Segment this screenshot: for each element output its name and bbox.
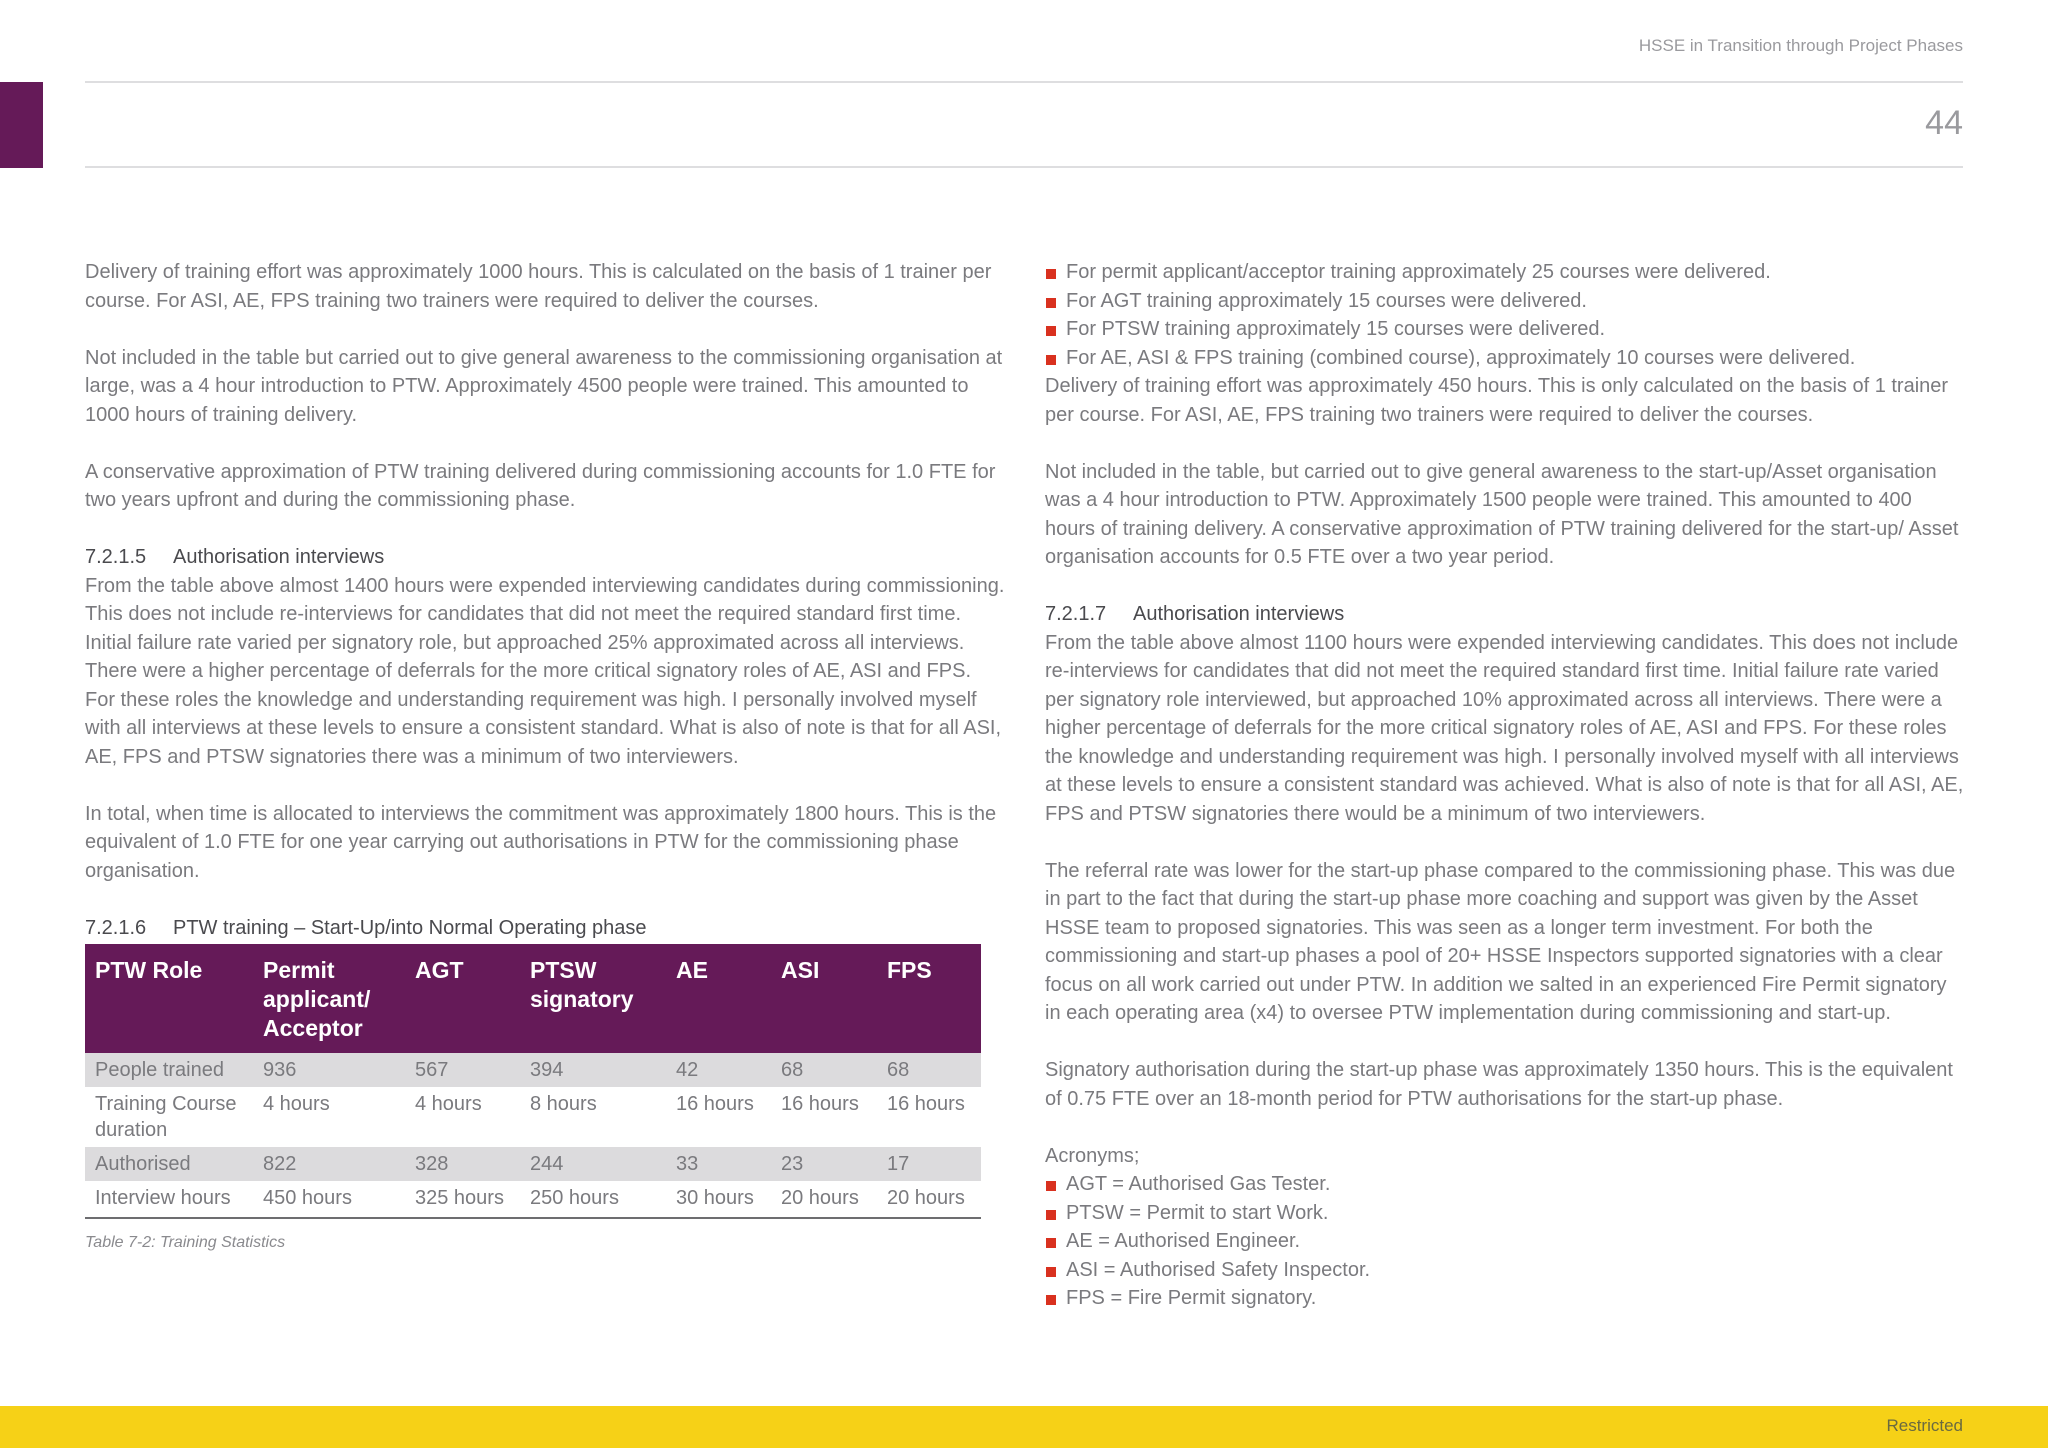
list-item-text: AGT = Authorised Gas Tester. bbox=[1066, 1173, 1331, 1195]
table-cell: People trained bbox=[85, 1053, 253, 1087]
table-cell: 33 bbox=[666, 1147, 771, 1181]
table-cell: 394 bbox=[520, 1053, 666, 1087]
list-item-text: For AGT training approximately 15 courses were delivered. bbox=[1066, 289, 1587, 312]
paragraph: Not included in the table, but carried out to give general awareness to the start-up/Asset organisation was a 4 hour introduction to PTW. Approximately 1500 people were trained. This amounted to 400 hours of training delivery. A conservative approximation of PTW training delivered for the start-up/ Asset organisation accounts for 0.5 FTE over a two year period. bbox=[1045, 460, 1959, 568]
table-cell: 16 hours bbox=[781, 1093, 859, 1115]
paragraph: Signatory authorisation during the start-up phase was approximately 1350 hours. This is the equivalent of 0.75 FTE over an 18-month period for PTW authorisations for the start-up phase. bbox=[1045, 1059, 1953, 1110]
bullet-square-icon bbox=[1046, 1238, 1056, 1248]
acronyms-title: Acronyms; bbox=[1045, 1144, 1140, 1167]
page-number: 44 bbox=[1925, 104, 1963, 142]
table-header-cell: PTW Role bbox=[85, 944, 253, 1053]
right-column bbox=[1045, 258, 1965, 1313]
bullet-square-icon bbox=[1046, 298, 1056, 308]
table-cell: 20 hours bbox=[771, 1181, 877, 1218]
paragraph: Not included in the table but carried out to give general awareness to the commissioning organisation at large, was a 4 hour introduction to PTW. Approximately 4500 people were trained. This amounted to 1000 hours of training delivery. bbox=[85, 346, 1003, 426]
header-rule-bottom bbox=[85, 166, 1963, 168]
header-rule-top bbox=[85, 81, 1963, 83]
table-header-row bbox=[85, 944, 981, 1053]
table-header-cell: AE bbox=[666, 944, 771, 1053]
list-item bbox=[1045, 344, 1965, 373]
table-caption: Table 7-2: Training Statistics bbox=[85, 1234, 286, 1251]
paragraph: From the table above almost 1100 hours were expended interviewing candidates. This does not include re-interviews for candidates that did not meet the required standard first time. Initial failure rate varied per signatory role interviewed, but approached 10% approximated across all interviews. There were a higher percentage of deferrals for the more critical signatory roles of AE, ASI and FPS. For these roles the knowledge and understanding requirement was high. I personally involved myself with all interviews at these levels to ensure a consistent standard was achieved. What is also of note is that for all ASI, AE, FPS and PTSW signatories there would be a minimum of two interviewers. bbox=[1045, 631, 1964, 825]
table-row bbox=[85, 1053, 981, 1087]
table-cell: 42 bbox=[666, 1053, 771, 1087]
table-header-cell: AGT bbox=[405, 944, 520, 1053]
accent-tab bbox=[0, 82, 43, 168]
list-item bbox=[1045, 1199, 1965, 1228]
section-number: 7.2.1.6 bbox=[85, 916, 147, 939]
acronym-list bbox=[1045, 1170, 1965, 1313]
table-cell: 244 bbox=[520, 1147, 666, 1181]
table-cell: 4 hours bbox=[263, 1093, 330, 1115]
bullet-square-icon bbox=[1046, 1295, 1056, 1305]
table-row bbox=[85, 1147, 981, 1181]
table-header-cell: PTSW signatory bbox=[520, 944, 666, 1053]
section-title: Authorisation interviews bbox=[1133, 603, 1345, 625]
course-bullet-list bbox=[1045, 258, 1965, 372]
list-item-text: For PTSW training approximately 15 courses were delivered. bbox=[1066, 318, 1606, 340]
footer-band bbox=[0, 1406, 2048, 1448]
table-cell: 30 hours bbox=[666, 1181, 771, 1218]
table-cell: 450 hours bbox=[253, 1181, 405, 1218]
table-header-cell: ASI bbox=[771, 944, 877, 1053]
table-cell: 20 hours bbox=[877, 1181, 981, 1218]
table-cell: 822 bbox=[253, 1147, 405, 1181]
table-cell: 4 hours bbox=[415, 1093, 482, 1115]
table-cell: 325 hours bbox=[405, 1181, 520, 1218]
bullet-square-icon bbox=[1046, 1210, 1056, 1220]
list-item-text: PTSW = Permit to start Work. bbox=[1066, 1201, 1329, 1224]
table-cell: 68 bbox=[877, 1053, 981, 1087]
bullet-square-icon bbox=[1046, 355, 1056, 365]
list-item-text: ASI = Authorised Safety Inspector. bbox=[1066, 1258, 1371, 1281]
section-title: Authorisation interviews bbox=[173, 546, 385, 568]
paragraph: From the table above almost 1400 hours were expended interviewing candidates during commissioning. This does not include re-interviews for candidates that did not meet the required standard first time. Initial failure rate varied per signatory role, but approached 25% approximated across all interviews. There were a higher percentage of deferrals for the more critical signatory roles of AE, ASI and FPS. For these roles the knowledge and understanding requirement was high. I personally involved myself with all interviews at these levels to ensure a consistent standard. What is also of note is that for all ASI, AE, FPS and PTSW signatories there was a minimum of two interviewers. bbox=[85, 574, 1005, 768]
paragraph: Delivery of training effort was approximately 450 hours. This is only calculated on the basis of 1 trainer per course. For ASI, AE, FPS training two trainers were required to deliver the courses. bbox=[1045, 375, 1949, 426]
table-cell: 23 bbox=[771, 1147, 877, 1181]
section-number: 7.2.1.5 bbox=[85, 546, 147, 568]
table-cell: 16 hours bbox=[676, 1093, 754, 1115]
section-number: 7.2.1.7 bbox=[1045, 603, 1107, 625]
list-item-text: FPS = Fire Permit signatory. bbox=[1066, 1287, 1317, 1309]
list-item bbox=[1045, 315, 1965, 344]
table-row bbox=[85, 1087, 981, 1147]
table-cell: Interview hours bbox=[85, 1181, 253, 1218]
training-statistics-table bbox=[85, 944, 981, 1219]
table-cell: 567 bbox=[405, 1053, 520, 1087]
paragraph: In total, when time is allocated to interviews the commitment was approximately 1800 hours. This is the equivalent of 1.0 FTE for one year carrying out authorisations in PTW for the commissioning phase organisation. bbox=[85, 802, 997, 882]
section-heading bbox=[85, 543, 1005, 572]
bullet-square-icon bbox=[1046, 269, 1056, 279]
list-item-text: AE = Authorised Engineer. bbox=[1066, 1230, 1301, 1252]
table-cell: 8 hours bbox=[530, 1093, 597, 1115]
section-heading bbox=[1045, 600, 1965, 629]
bullet-square-icon bbox=[1046, 326, 1056, 336]
list-item bbox=[1045, 1170, 1965, 1199]
table-header-cell: FPS bbox=[877, 944, 981, 1053]
table-cell: 250 hours bbox=[520, 1181, 666, 1218]
table-cell: 17 bbox=[877, 1147, 981, 1181]
table-row bbox=[85, 1181, 981, 1218]
list-item bbox=[1045, 1284, 1965, 1313]
running-header: HSSE in Transition through Project Phases bbox=[1638, 36, 1963, 55]
classification-label: Restricted bbox=[1886, 1416, 1963, 1435]
paragraph: Delivery of training effort was approximately 1000 hours. This is calculated on the basis of 1 trainer per course. For ASI, AE, FPS training two trainers were required to deliver the courses. bbox=[85, 261, 992, 312]
table-header-cell: Permit applicant/ Acceptor bbox=[253, 944, 405, 1053]
list-item-text: For permit applicant/acceptor training approximately 25 courses were delivered. bbox=[1066, 261, 1771, 283]
paragraph: The referral rate was lower for the start-up phase compared to the commissioning phase. This was due in part to the fact that during the start-up phase more coaching and support was given by the Asset HSSE team to proposed signatories. This was seen as a longer term investment. For both the commissioning and start-up phases a pool of 20+ HSSE Inspectors supported signatories with a clear focus on all work carried out under PTW. In addition we salted in an experienced Fire Permit signatory in each operating area (x4) to oversee PTW implementation during commissioning and start-up. bbox=[1045, 859, 1956, 1024]
list-item bbox=[1045, 287, 1965, 316]
section-heading bbox=[85, 914, 1005, 943]
list-item bbox=[1045, 1227, 1965, 1256]
table-cell: 328 bbox=[405, 1147, 520, 1181]
table-cell: Training Course duration bbox=[95, 1093, 237, 1141]
list-item-text: For AE, ASI & FPS training (combined course), approximately 10 courses were delivered. bbox=[1066, 346, 1856, 369]
list-item bbox=[1045, 258, 1965, 287]
table-cell: 68 bbox=[771, 1053, 877, 1087]
table-cell: 936 bbox=[253, 1053, 405, 1087]
list-item bbox=[1045, 1256, 1965, 1285]
left-column bbox=[85, 258, 1005, 1258]
bullet-square-icon bbox=[1046, 1267, 1056, 1277]
section-title: PTW training – Start-Up/into Normal Operating phase bbox=[173, 916, 647, 939]
table-cell: Authorised bbox=[85, 1147, 253, 1181]
paragraph: A conservative approximation of PTW training delivered during commissioning accounts for 1.0 FTE for two years upfront and during the commissioning phase. bbox=[85, 460, 996, 511]
bullet-square-icon bbox=[1046, 1181, 1056, 1191]
table-cell: 16 hours bbox=[887, 1093, 965, 1115]
